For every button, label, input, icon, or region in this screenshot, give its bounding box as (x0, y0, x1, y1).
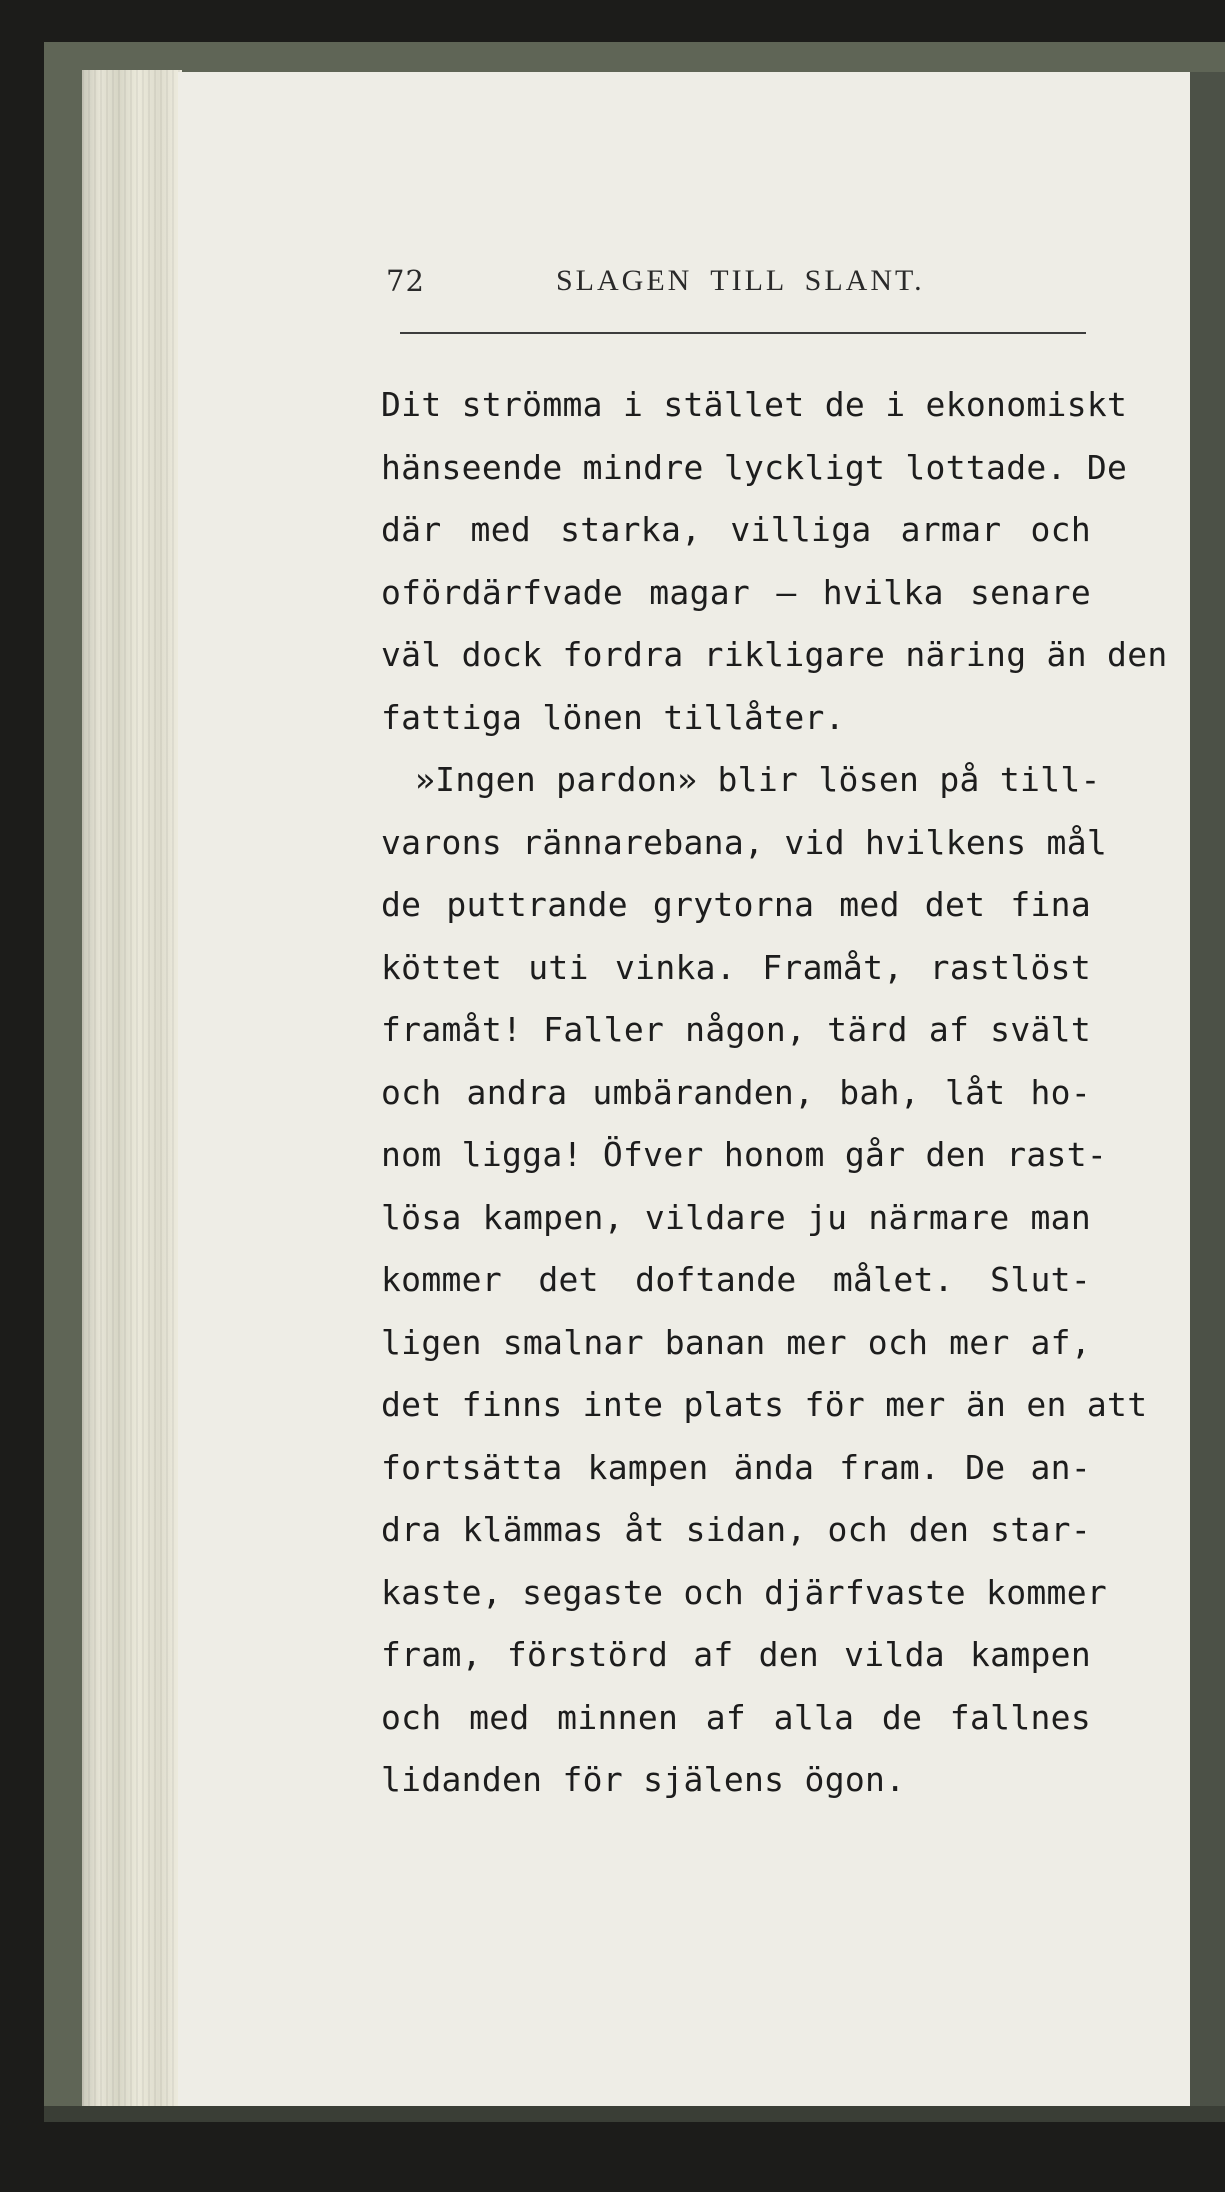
text-line: där med starka, villiga armar och (381, 510, 1091, 549)
text-line: ofördärfvade magar — hvilka senare (381, 572, 1091, 612)
text-line: kaste, segaste och djärfvaste kommer (381, 1572, 1108, 1612)
text-line: hänseende mindre lyckligt lottade. De (381, 447, 1128, 487)
text-line: fattiga lönen tillåter. (381, 697, 845, 737)
text-line: de puttrande grytorna med det fina (381, 885, 1091, 924)
right-margin-shadow (1190, 72, 1225, 2106)
text-line: kommer det doftande målet. Slut- (381, 1260, 1091, 1299)
text-line: varons rännarebana, vid hvilkens mål (381, 822, 1108, 862)
text-line: fortsätta kampen ända fram. De an- (381, 1447, 1091, 1487)
text-line: Dit strömma i stället de i ekonomiskt (381, 385, 1128, 424)
page-number: 72 (386, 264, 425, 298)
text-line: »Ingen pardon» blir lösen på till- (415, 760, 1101, 799)
text-line: och andra umbäranden, bah, låt ho- (381, 1072, 1091, 1112)
text-line: och med minnen af alla de fallnes (381, 1697, 1091, 1737)
running-head (386, 262, 1086, 310)
text-line: lidanden för själens ögon. (381, 1760, 906, 1799)
bottom-edge (44, 2106, 1225, 2122)
text-line: fram, förstörd af den vilda kampen (381, 1635, 1091, 1674)
text-line: framåt! Faller någon, tärd af svält (381, 1010, 1091, 1049)
running-title: SLAGEN TILL SLANT. (556, 264, 925, 297)
text-line: ligen smalnar banan mer och mer af, (381, 1322, 1091, 1362)
text-line: väl dock fordra rikligare näring än den (381, 635, 1168, 674)
text-line: köttet uti vinka. Framåt, rastlöst (381, 947, 1091, 987)
text-line: dra klämmas åt sidan, och den star- (381, 1510, 1091, 1549)
page-edges (82, 70, 182, 2110)
text-line: det finns inte plats för mer än en att (381, 1385, 1148, 1424)
body-text (381, 374, 1168, 1812)
text-line: nom ligga! Öfver honom går den rast- (381, 1135, 1108, 1174)
text-line: lösa kampen, vildare ju närmare man (381, 1197, 1091, 1237)
header-rule (400, 332, 1086, 334)
